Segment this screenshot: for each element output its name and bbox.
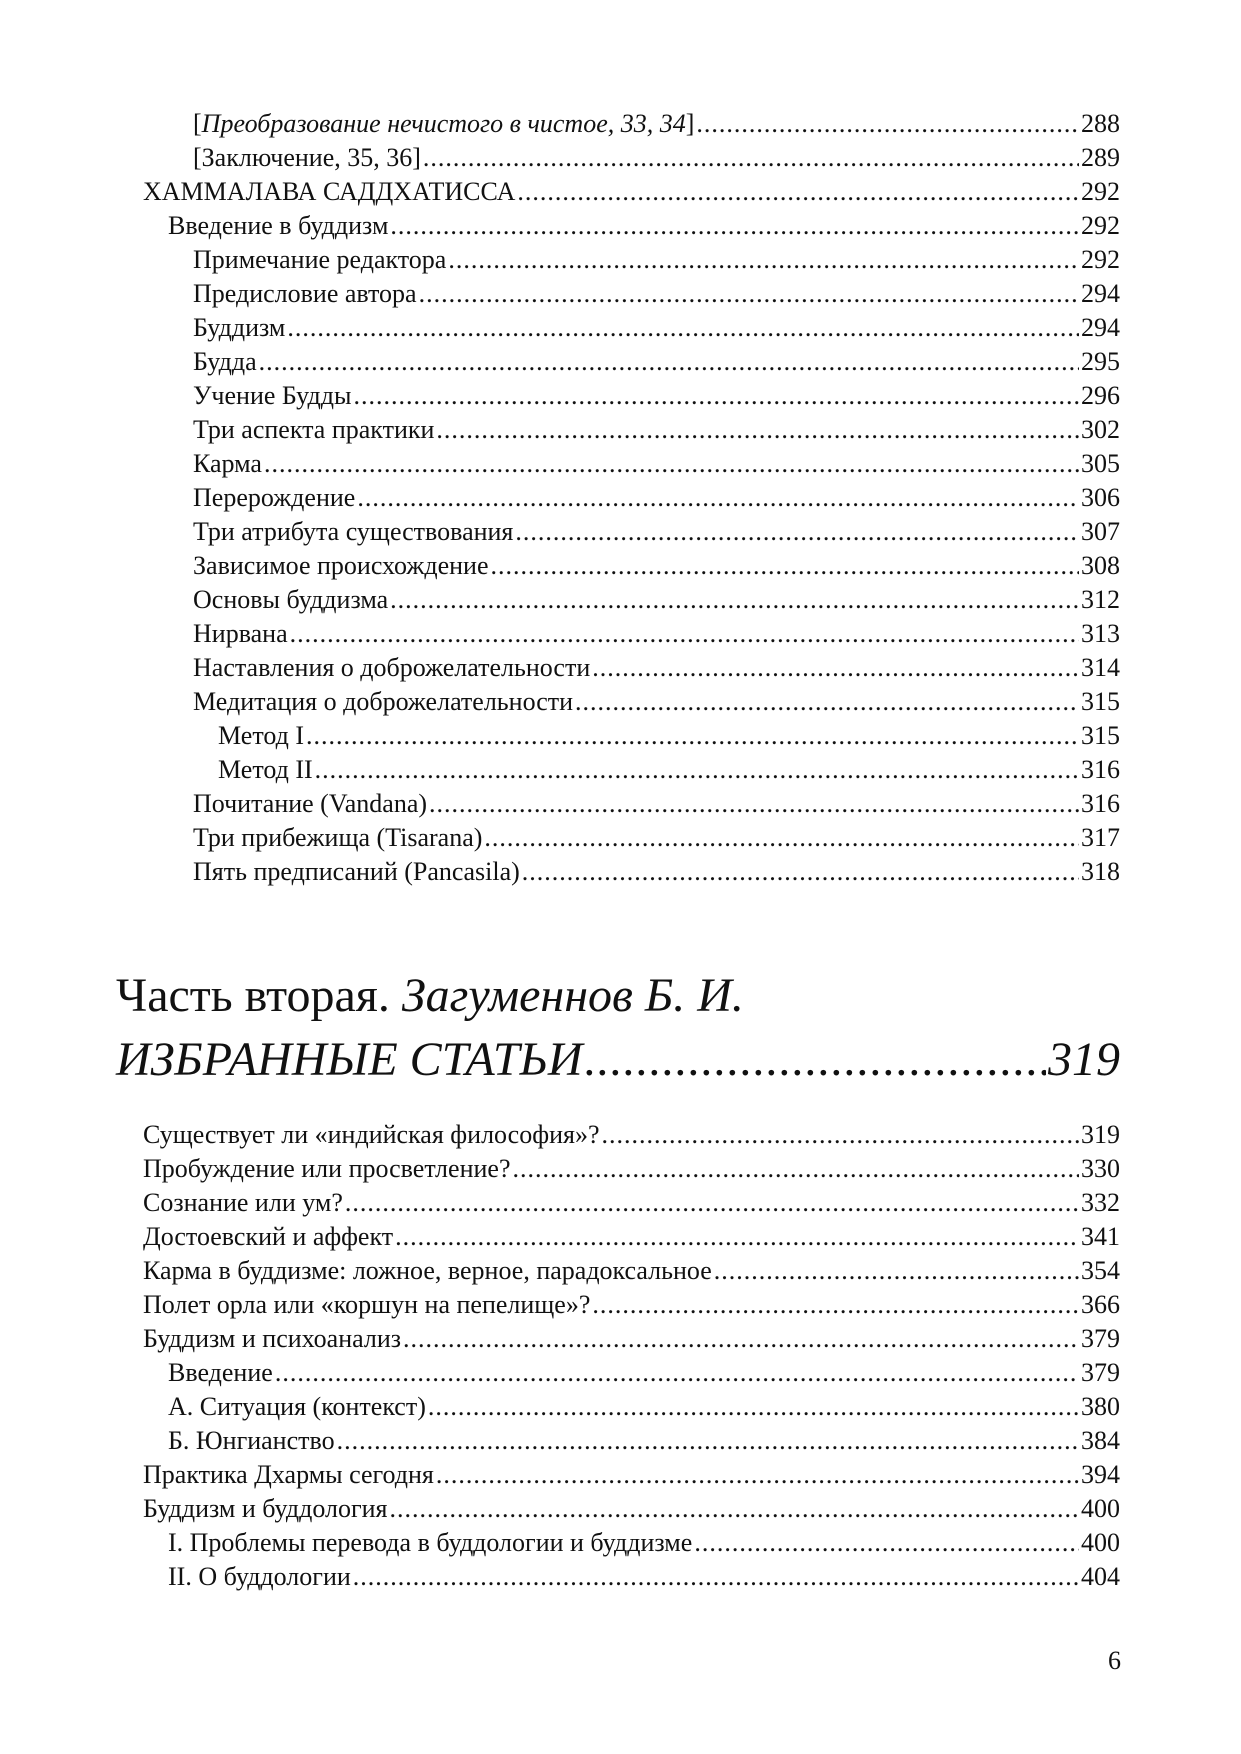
toc-entry-page: 341 [1081, 1222, 1120, 1251]
toc-entry[interactable] [193, 685, 1120, 719]
toc-entry-page: 318 [1081, 857, 1120, 886]
toc-entry-label: I. Проблемы перевода в буддологии и буддизме [168, 1528, 693, 1557]
toc-entry-page: 289 [1081, 143, 1120, 172]
leader-dots [429, 787, 1079, 821]
toc-entry[interactable] [193, 515, 1120, 549]
toc-entry-page: 302 [1081, 415, 1120, 444]
toc-entry-page: 295 [1081, 347, 1120, 376]
part-title-line[interactable] [116, 1028, 1120, 1092]
part-label: Часть вторая. [116, 969, 390, 1022]
toc-entry-label: Практика Дхармы сегодня [143, 1460, 434, 1489]
toc-entry-page: 379 [1081, 1324, 1120, 1353]
leader-dots [390, 209, 1079, 243]
toc-entry-label: Карма [193, 449, 262, 478]
toc-entry-page: 307 [1081, 517, 1120, 546]
toc-entry-page: 332 [1081, 1188, 1120, 1217]
toc-entry-label: Три прибежища (Tisarana) [193, 823, 483, 852]
toc-entry[interactable] [143, 1186, 1120, 1220]
leader-dots [512, 1152, 1079, 1186]
toc-entry-page: 384 [1081, 1426, 1120, 1455]
leader-dots [390, 583, 1079, 617]
toc-entry-label: А. Ситуация (контекст) [168, 1392, 426, 1421]
toc-entry-label: Введение в буддизм [168, 211, 389, 240]
toc-entry[interactable] [143, 1322, 1120, 1356]
toc-entry-author-section[interactable] [143, 175, 1120, 209]
toc-entry-page: 294 [1081, 279, 1120, 308]
toc-entry-page: 306 [1081, 483, 1120, 512]
leader-dots [290, 617, 1079, 651]
toc-entry-label: Пять предписаний (Pancasila) [193, 857, 520, 886]
toc-entry-label: Существует ли «индийская философия»? [143, 1120, 600, 1149]
leader-dots [592, 1288, 1079, 1322]
leader-dots [491, 549, 1079, 583]
toc-entry-label: Учение Будды [193, 381, 352, 410]
leader-dots [484, 821, 1079, 855]
toc-entry-page: 288 [1081, 109, 1120, 138]
toc-entry-page: 315 [1081, 687, 1120, 716]
leader-dots [714, 1254, 1079, 1288]
toc-entry-page: 296 [1081, 381, 1120, 410]
toc-entry-label: Нирвана [193, 619, 288, 648]
leader-dots [390, 1492, 1079, 1526]
toc-entry[interactable] [168, 1356, 1120, 1390]
toc-entry-label: Буддизм [193, 313, 286, 342]
leader-dots [337, 1424, 1079, 1458]
part-heading[interactable] [116, 964, 744, 1028]
leader-dots [592, 651, 1079, 685]
toc-entry-label: Три аспекта практики [193, 415, 435, 444]
toc-entry-page: 292 [1081, 177, 1120, 206]
part-title: ИЗБРАННЫЕ СТАТЬИ [116, 1033, 583, 1086]
toc-entry[interactable] [193, 379, 1120, 413]
toc-entry[interactable] [168, 1526, 1120, 1560]
toc-entry-label: ХАММАЛАВА САДДХАТИССА [143, 177, 516, 206]
toc-entry[interactable] [168, 1390, 1120, 1424]
toc-entry-page: 400 [1081, 1494, 1120, 1523]
toc-entry[interactable] [143, 1118, 1120, 1152]
leader-dots [436, 413, 1079, 447]
toc-entry-label: Перерождение [193, 483, 356, 512]
toc-entry-page: 400 [1081, 1528, 1120, 1557]
toc-entry-page: 330 [1081, 1154, 1120, 1183]
toc-entry[interactable] [193, 787, 1120, 821]
toc-entry-label: Полет орла или «коршун на пепелище»? [143, 1290, 591, 1319]
toc-entry[interactable] [193, 277, 1120, 311]
toc-entry-label: [Заключение, 35, 36] [193, 143, 421, 172]
leader-dots [395, 1220, 1079, 1254]
toc-entry[interactable] [193, 243, 1120, 277]
toc-entry-page: 292 [1081, 211, 1120, 240]
toc-entry[interactable] [193, 107, 1120, 141]
leader-dots [419, 277, 1079, 311]
toc-entry[interactable] [218, 719, 1120, 753]
toc-entry-page: 308 [1081, 551, 1120, 580]
toc-entry-page: 319 [1081, 1120, 1120, 1149]
leader-dots [602, 1118, 1080, 1152]
toc-entry-label: Введение [168, 1358, 273, 1387]
toc-entry[interactable] [193, 549, 1120, 583]
toc-entry[interactable] [193, 821, 1120, 855]
toc-entry[interactable] [193, 617, 1120, 651]
toc-entry-label: Достоевский и аффект [143, 1222, 394, 1251]
toc-entry-page: 366 [1081, 1290, 1120, 1319]
page-number: 6 [1108, 1646, 1121, 1675]
leader-dots [515, 515, 1079, 549]
leader-dots [448, 243, 1079, 277]
toc-entry[interactable] [143, 1288, 1120, 1322]
toc-entry-label: Три атрибута существования [193, 517, 514, 546]
toc-entry-page: 404 [1081, 1562, 1120, 1591]
toc-entry-page: 394 [1081, 1460, 1120, 1489]
toc-entry-page: 312 [1081, 585, 1120, 614]
toc-entry-label: Основы буддизма [193, 585, 389, 614]
toc-entry-page: 316 [1081, 789, 1120, 818]
toc-entry-page: 294 [1081, 313, 1120, 342]
toc-entry-label: Примечание редактора [193, 245, 447, 274]
toc-entry-label: II. О буддологии [168, 1562, 351, 1591]
toc-entry[interactable] [193, 447, 1120, 481]
toc-entry-page: 379 [1081, 1358, 1120, 1387]
leader-dots [403, 1322, 1079, 1356]
leader-dots [353, 1560, 1079, 1594]
toc-entry-page: 292 [1081, 245, 1120, 274]
toc-entry-label: Метод I [218, 721, 304, 750]
toc-entry[interactable] [193, 583, 1120, 617]
toc-entry-label: Медитация о доброжелательности [193, 687, 574, 716]
toc-entry-page: 305 [1081, 449, 1120, 478]
toc-entry[interactable] [193, 651, 1120, 685]
toc-entry[interactable] [168, 209, 1120, 243]
leader-dots [345, 1186, 1079, 1220]
leader-dots [517, 175, 1079, 209]
leader-dots [259, 345, 1079, 379]
toc-entry[interactable] [143, 1220, 1120, 1254]
leader-dots [423, 141, 1079, 175]
leader-dots [436, 1458, 1079, 1492]
leader-dots [264, 447, 1079, 481]
part-author: Загуменнов Б. И. [401, 969, 744, 1022]
toc-entry[interactable] [193, 413, 1120, 447]
toc-entry-page: 313 [1081, 619, 1120, 648]
leader-dots [357, 481, 1079, 515]
toc-entry[interactable] [193, 345, 1120, 379]
toc-entry[interactable] [193, 141, 1120, 175]
leader-dots [428, 1390, 1079, 1424]
leader-dots [522, 855, 1079, 889]
toc-entry-page: 380 [1081, 1392, 1120, 1421]
toc-entry-label: Буддизм и психоанализ [143, 1324, 402, 1353]
toc-entry[interactable] [143, 1492, 1120, 1526]
toc-entry-label: Б. Юнгианство [168, 1426, 335, 1455]
toc-entry[interactable] [193, 481, 1120, 515]
leader-dots [315, 753, 1079, 787]
toc-entry[interactable] [168, 1560, 1120, 1594]
toc-entry-label: Карма в буддизме: ложное, верное, парадоксальное [143, 1256, 712, 1285]
toc-entry-page: 314 [1081, 653, 1120, 682]
leader-dots [585, 1028, 1046, 1092]
leader-dots [575, 685, 1079, 719]
part-title-page: 319 [1048, 1033, 1120, 1086]
toc-entry-page: 354 [1081, 1256, 1120, 1285]
toc-entry-label: Метод II [218, 755, 313, 784]
toc-entry-label: Будда [193, 347, 257, 376]
leader-dots [696, 107, 1079, 141]
toc-entry-label: Зависимое происхождение [193, 551, 489, 580]
toc-entry-label: Пробуждение или просветление? [143, 1154, 511, 1183]
toc-entry-label: Сознание или ум? [143, 1188, 343, 1217]
leader-dots [353, 379, 1079, 413]
toc-entry-label: Буддизм и буддология [143, 1494, 388, 1523]
toc-entry-page: 316 [1081, 755, 1120, 784]
toc-entry-page: 317 [1081, 823, 1120, 852]
toc-entry-label: [Преобразование нечистого в чистое, 33, 34] [193, 109, 695, 138]
toc-entry[interactable] [193, 311, 1120, 345]
toc-entry[interactable] [143, 1152, 1120, 1186]
toc-entry[interactable] [143, 1254, 1120, 1288]
toc-entry-label: Наставления о доброжелательности [193, 653, 591, 682]
toc-entry[interactable] [143, 1458, 1120, 1492]
toc-entry-label: Почитание (Vandana) [193, 789, 428, 818]
toc-entry[interactable] [168, 1424, 1120, 1458]
leader-dots [694, 1526, 1079, 1560]
toc-entry-page: 315 [1081, 721, 1120, 750]
leader-dots [306, 719, 1079, 753]
leader-dots [275, 1356, 1079, 1390]
leader-dots [287, 311, 1079, 345]
toc-entry[interactable] [218, 753, 1120, 787]
toc-entry-label: Предисловие автора [193, 279, 417, 308]
toc-entry[interactable] [193, 855, 1120, 889]
